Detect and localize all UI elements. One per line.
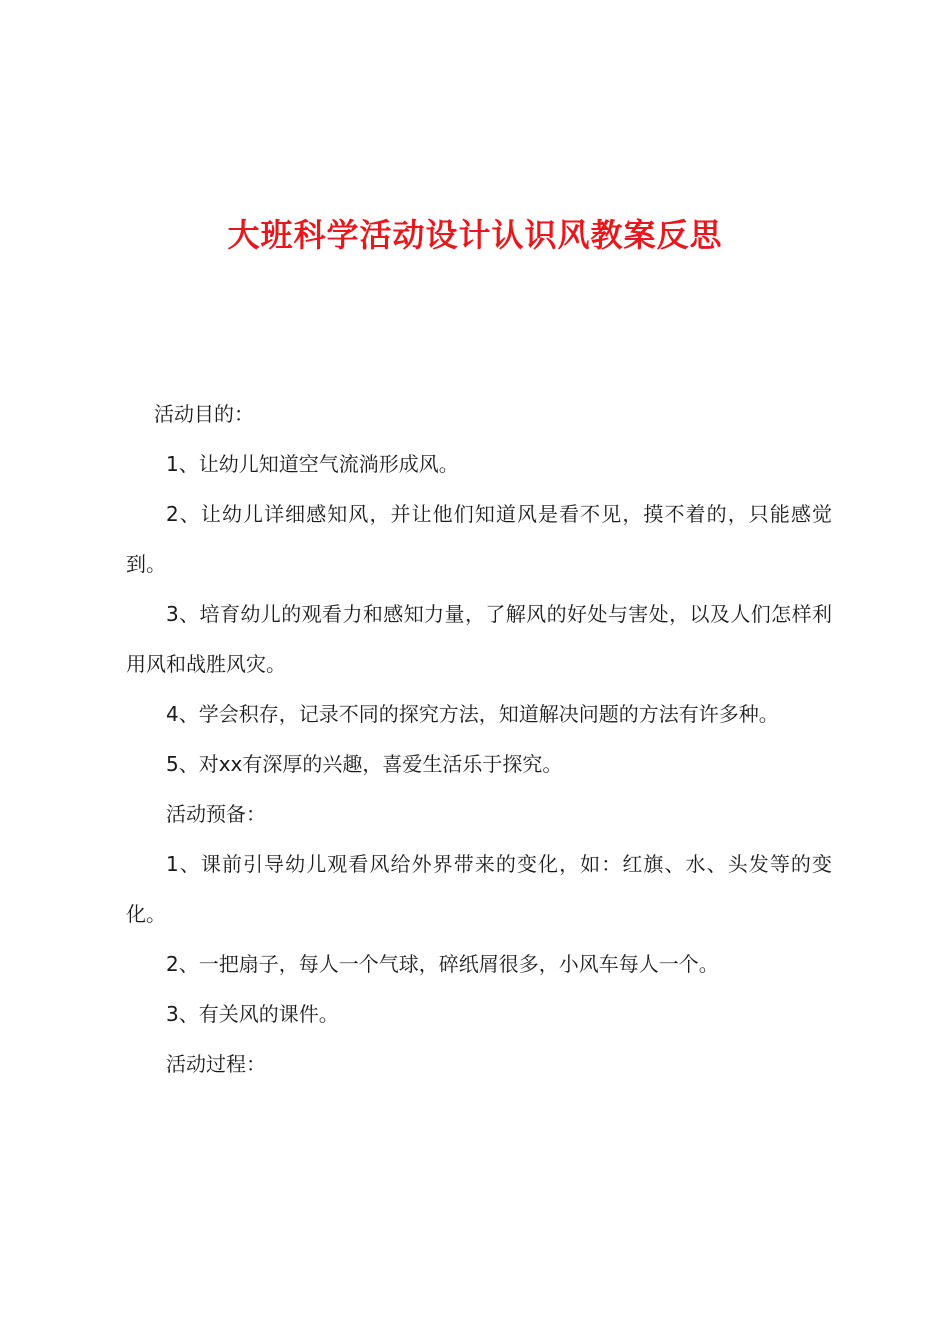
section-heading-objectives: 活动目的： — [154, 402, 254, 426]
section-heading-preparation: 活动预备： — [166, 802, 266, 826]
preparation-item-3: 3、有关风的课件。 — [166, 1002, 339, 1026]
section-heading-process: 活动过程： — [166, 1052, 266, 1076]
document-title: 大班科学活动设计认识风教案反思 — [227, 216, 723, 254]
preparation-item-1: 1、课前引导幼儿观看风给外界带来的变化，如：红旗、水、头发等的变化。 — [126, 852, 832, 926]
objective-item-1: 1、让幼儿知道空气流淌形成风。 — [166, 452, 459, 476]
objective-item-2: 2、让幼儿详细感知风，并让他们知道风是看不见，摸不着的，只能感觉到。 — [126, 502, 832, 576]
document-body — [126, 389, 832, 1089]
objective-item-3: 3、培育幼儿的观看力和感知力量，了解风的好处与害处，以及人们怎样利用风和战胜风灾。 — [126, 602, 832, 676]
objective-item-4: 4、学会积存，记录不同的探究方法，知道解决问题的方法有许多种。 — [166, 702, 779, 726]
preparation-item-2: 2、一把扇子，每人一个气球，碎纸屑很多，小风车每人一个。 — [166, 952, 719, 976]
objective-item-5: 5、对xx有深厚的兴趣，喜爱生活乐于探究。 — [166, 752, 563, 776]
